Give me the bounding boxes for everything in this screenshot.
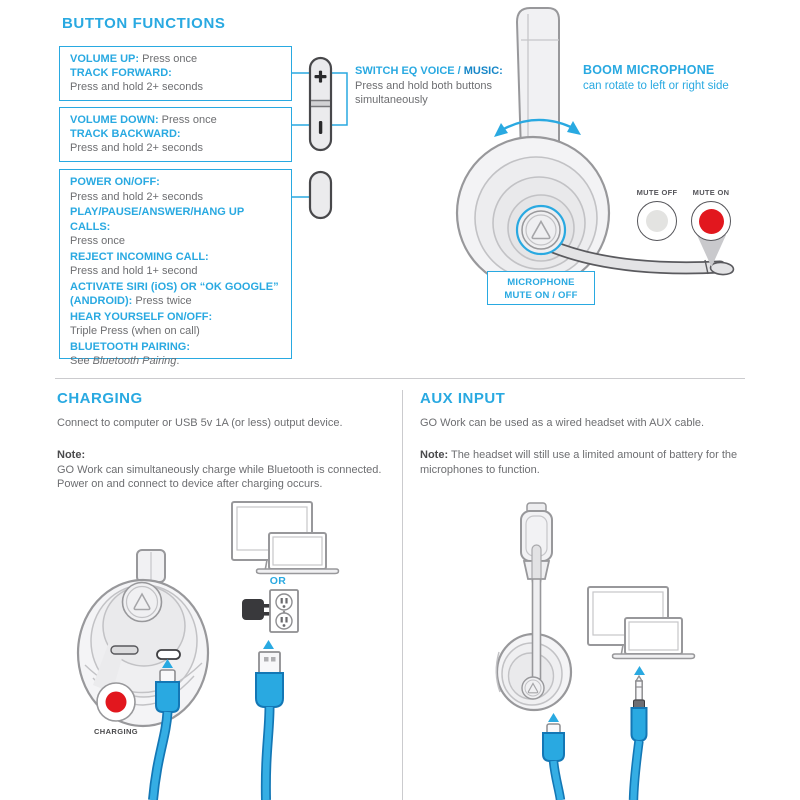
up-arrow-icon (263, 640, 274, 649)
function-entry: POWER ON/OFF: Press and hold 2+ seconds (70, 176, 204, 203)
switch-eq-callout: SWITCH EQ VOICE / MUSIC: Press and hold both buttons simultaneously (355, 65, 503, 106)
function-entry: REJECT INCOMING CALL: Press and hold 1+ second (70, 250, 209, 277)
headset-illustration (457, 8, 734, 289)
power-functions-box (59, 169, 292, 367)
minus-bar-icon (319, 121, 322, 134)
wall-adapter (242, 599, 271, 620)
function-entry: PLAY/PAUSE/ANSWER/HANG UP CALLS: Press once (70, 206, 244, 247)
aux-note: Note: The headset will still use a limited amount of battery for the microphones to function. (420, 448, 738, 476)
up-arrow-icon (634, 666, 645, 675)
mute-off-indicator (637, 201, 677, 241)
button-slot (111, 646, 138, 654)
charging-note: Note: GO Work can simultaneously charge while Bluetooth is connected. Power on and connect to device after charging occurs. (57, 448, 382, 491)
usb-c-cable (543, 713, 564, 800)
or-label: OR (269, 575, 287, 587)
usb-a-cable (256, 640, 283, 800)
usb-c-port (157, 650, 180, 659)
function-entry: VOLUME UP: Press once (70, 53, 198, 65)
page-title: BUTTON FUNCTIONS (62, 15, 226, 32)
mute-on-indicator (691, 201, 731, 241)
charging-led-label: CHARGING (93, 727, 139, 736)
volume-rocker-button (310, 58, 331, 150)
charging-section (57, 390, 392, 492)
aux-plug-cable (632, 666, 647, 800)
horizontal-divider (55, 378, 745, 379)
aux-illustration (420, 495, 780, 800)
aux-input-section (420, 390, 750, 477)
mic-mute-button (517, 206, 565, 254)
function-entry: BLUETOOTH PAIRING: See Bluetooth Pairing. (70, 340, 190, 367)
computer-devices (588, 587, 695, 659)
function-entry: ACTIVATE SIRI (iOS) OR “OK GOOGLE” (ANDROID): Press twice (70, 280, 279, 307)
aux-body: GO Work can be used as a wired headset with AUX cable. (420, 417, 705, 429)
power-button (310, 172, 331, 218)
function-entry: HEAR YOURSELF ON/OFF: Triple Press (when on call) (70, 310, 213, 337)
mute-on-label: MUTE ON (692, 188, 730, 197)
charging-led-indicator (97, 683, 135, 721)
vertical-divider (402, 390, 403, 800)
power-outlet (270, 590, 298, 632)
aux-heading: AUX INPUT (420, 390, 506, 407)
mute-on-dot (699, 209, 724, 234)
charging-body: Connect to computer or USB 5v 1A (or less) output device. (57, 417, 343, 429)
mute-off-label: MUTE OFF (636, 188, 678, 197)
volume-down-box (59, 107, 292, 162)
headset-side-view (496, 503, 571, 710)
up-arrow-icon (548, 713, 559, 722)
function-entry: TRACK FORWARD: Press and hold 2+ seconds (70, 67, 204, 94)
charging-illustration (60, 495, 400, 800)
volume-up-box (59, 46, 292, 101)
boom-mic-callout: BOOM MICROPHONE can rotate to left or right side (583, 63, 729, 92)
mic-mute-callout-box: MICROPHONE MUTE ON / OFF (487, 271, 595, 305)
function-entry: TRACK BACKWARD: Press and hold 2+ seconds (70, 128, 204, 155)
computer-devices (232, 502, 339, 574)
charging-heading: CHARGING (57, 390, 143, 407)
mute-off-dot (646, 210, 668, 232)
function-entry: VOLUME DOWN: Press once (70, 114, 217, 126)
